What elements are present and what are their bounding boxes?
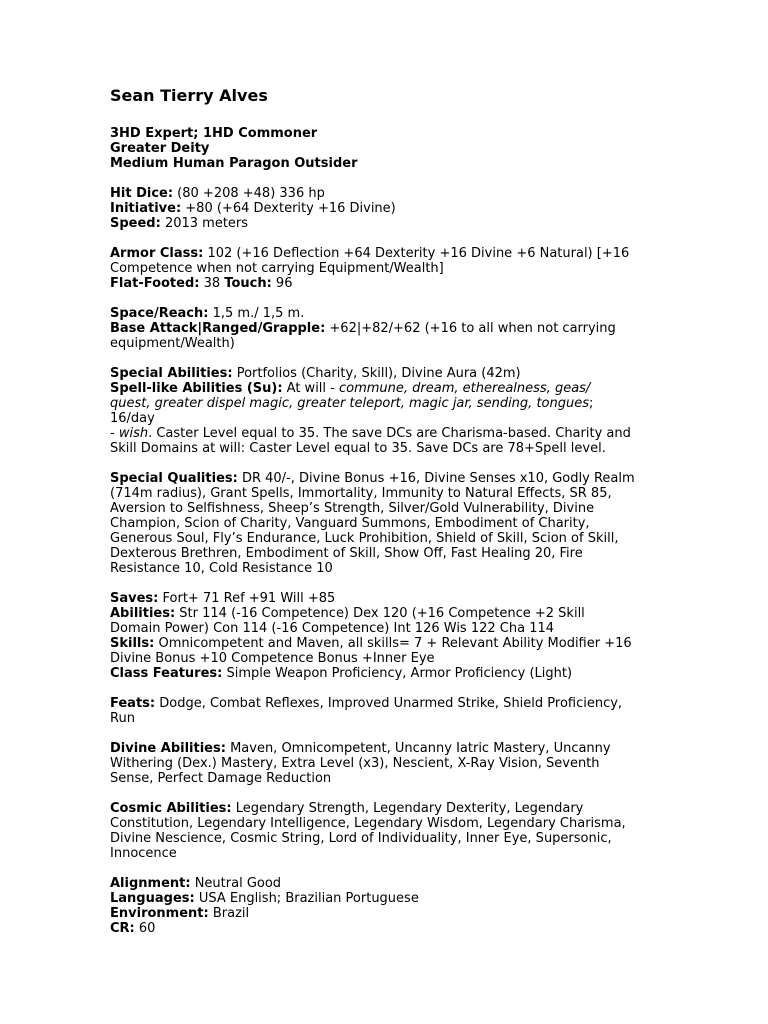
type-line: Medium Human Paragon Outsider <box>110 156 358 171</box>
initiative-row <box>110 201 688 216</box>
space-reach-value: 1,5 m./ 1,5 m. <box>208 306 305 321</box>
spell-like-label: Spell-like Abilities (Su): <box>110 381 283 396</box>
alignment-row <box>110 876 688 891</box>
saves-label: Saves: <box>110 591 159 606</box>
divine-abilities-line-2: Withering (Dex.) Mastery, Extra Level (x3), Nescient, X-Ray Vision, Seventh <box>110 756 600 771</box>
feats-line-2: Run <box>110 711 135 726</box>
cosmic-abilities-line-1: Legendary Strength, Legendary Dexterity, Legendary <box>231 801 584 816</box>
rank-line: Greater Deity <box>110 141 210 156</box>
flat-footed-value: 38 <box>199 276 225 291</box>
alignment-value: Neutral Good <box>190 876 282 891</box>
divine-abilities-row <box>110 741 688 756</box>
spell-wish: wish <box>118 426 149 441</box>
space-reach-label: Space/Reach: <box>110 306 209 321</box>
special-qualities-line-1: DR 40/-, Divine Bonus +16, Divine Senses x10, Godly Realm <box>237 471 635 486</box>
armor-class-value: 102 (+16 Deflection +64 Dexterity +16 Divine +6 Natural) [+16 <box>203 246 630 261</box>
base-attack-continued: equipment/Wealth) <box>110 336 235 351</box>
feats-line-1: Dodge, Combat Reflexes, Improved Unarmed Strike, Shield Proficiency, <box>155 696 623 711</box>
armor-class-row <box>110 246 688 261</box>
cosmic-block <box>110 801 688 861</box>
class-features-value: Simple Weapon Proficiency, Armor Proficiency (Light) <box>222 666 573 681</box>
alignment-label: Alignment: <box>110 876 191 891</box>
special-qualities-line-4: Champion, Scion of Charity, Vanguard Summons, Embodiment of Charity, <box>110 516 590 531</box>
qualities-block <box>110 471 688 576</box>
cosmic-abilities-label: Cosmic Abilities: <box>110 801 232 816</box>
spell-like-row <box>110 381 688 396</box>
spell-list-2-suffix: ; <box>589 396 594 411</box>
feats-block <box>110 696 688 726</box>
reach-block <box>110 306 688 351</box>
spell-list-1: commune, dream, etherealness, geas/ <box>338 381 591 396</box>
cr-label: CR: <box>110 921 135 936</box>
special-qualities-line-3: Aversion to Selfishness, Sheep’s Strength, Silver/Gold Vulnerability, Divine <box>110 501 595 516</box>
spell-line-2 <box>110 396 688 411</box>
environment-label: Environment: <box>110 906 209 921</box>
environment-row <box>110 906 688 921</box>
cr-row <box>110 921 688 936</box>
touch-value: 96 <box>271 276 293 291</box>
divine-abilities-line-3: Sense, Perfect Damage Reduction <box>110 771 332 786</box>
class-features-label: Class Features: <box>110 666 223 681</box>
base-attack-value: +62|+82/+62 (+16 to all when not carrying <box>325 321 616 336</box>
skills-line-1: Omnicompetent and Maven, all skills= 7 + Relevant Ability Modifier +16 <box>154 636 632 651</box>
spell-dash: - <box>110 426 119 441</box>
special-qualities-line-7: Resistance 10, Cold Resistance 10 <box>110 561 333 576</box>
initiative-label: Initiative: <box>110 201 182 216</box>
spell-like-prefix: At will - <box>282 381 339 396</box>
speed-value: 2013 meters <box>160 216 249 231</box>
special-qualities-line-6: Dexterous Brethren, Embodiment of Skill, Show Off, Fast Healing 20, Fire <box>110 546 583 561</box>
cosmic-abilities-line-3: Divine Nescience, Cosmic String, Lord of Individuality, Inner Eye, Supersonic, <box>110 831 612 846</box>
special-qualities-line-2: (714m radius), Grant Spells, Immortality, Immunity to Natural Effects, SR 85, <box>110 486 612 501</box>
languages-label: Languages: <box>110 891 195 906</box>
footer-block <box>110 876 688 936</box>
header-block <box>110 126 688 171</box>
armor-class-continued: Competence when not carrying Equipment/Wealth] <box>110 261 444 276</box>
hit-dice-label: Hit Dice: <box>110 186 174 201</box>
spell-line-4 <box>110 426 688 441</box>
hit-dice-row <box>110 186 688 201</box>
flat-footed-row <box>110 276 688 291</box>
skills-row <box>110 636 688 651</box>
cosmic-abilities-line-4: Innocence <box>110 846 177 861</box>
environment-value: Brazil <box>208 906 250 921</box>
spell-frequency: 16/day <box>110 411 155 426</box>
languages-row <box>110 891 688 906</box>
stats-block <box>110 186 688 231</box>
cosmic-abilities-line-2: Constitution, Legendary Intelligence, Legendary Wisdom, Legendary Charisma, <box>110 816 626 831</box>
divine-abilities-label: Divine Abilities: <box>110 741 226 756</box>
page-title: Sean Tierry Alves <box>110 86 268 105</box>
saves-block <box>110 591 688 681</box>
saves-value: Fort+ 71 Ref +91 Will +85 <box>158 591 336 606</box>
space-reach-row <box>110 306 688 321</box>
cr-value: 60 <box>134 921 156 936</box>
ability-scores-row <box>110 606 688 621</box>
class-features-row <box>110 666 688 681</box>
armor-block <box>110 246 688 291</box>
abilities-block <box>110 366 688 456</box>
base-attack-row <box>110 321 688 336</box>
special-qualities-row <box>110 471 688 486</box>
skills-line-2: Divine Bonus +10 Competence Bonus +Inner Eye <box>110 651 435 666</box>
skills-label: Skills: <box>110 636 155 651</box>
touch-label: Touch: <box>224 276 272 291</box>
special-qualities-label: Special Qualities: <box>110 471 238 486</box>
speed-label: Speed: <box>110 216 161 231</box>
saves-row <box>110 591 688 606</box>
special-abilities-label: Special Abilities: <box>110 366 233 381</box>
special-abilities-row <box>110 366 688 381</box>
hit-dice-value: (80 +208 +48) 336 hp <box>173 186 325 201</box>
spell-list-2: quest, greater dispel magic, greater teleport, magic jar, sending, tongues <box>110 396 589 411</box>
spell-line-4-rest: . Caster Level equal to 35. The save DCs are Charisma-based. Charity and <box>148 426 631 441</box>
ability-scores-line-1: Str 114 (-16 Competence) Dex 120 (+16 Competence +2 Skill <box>175 606 585 621</box>
base-attack-label: Base Attack|Ranged/Grapple: <box>110 321 326 336</box>
cosmic-abilities-row <box>110 801 688 816</box>
speed-row <box>110 216 688 231</box>
ability-scores-line-2: Domain Power) Con 114 (-16 Competence) Int 126 Wis 122 Cha 114 <box>110 621 555 636</box>
feats-row <box>110 696 688 711</box>
divine-abilities-line-1: Maven, Omnicompetent, Uncanny Iatric Mastery, Uncanny <box>225 741 611 756</box>
armor-class-label: Armor Class: <box>110 246 204 261</box>
class-line: 3HD Expert; 1HD Commoner <box>110 126 318 141</box>
flat-footed-label: Flat-Footed: <box>110 276 200 291</box>
initiative-value: +80 (+64 Dexterity +16 Divine) <box>181 201 396 216</box>
special-abilities-value: Portfolios (Charity, Skill), Divine Aura (42m) <box>232 366 521 381</box>
languages-value: USA English; Brazilian Portuguese <box>194 891 419 906</box>
ability-scores-label: Abilities: <box>110 606 176 621</box>
divine-block <box>110 741 688 786</box>
feats-label: Feats: <box>110 696 156 711</box>
special-qualities-line-5: Generous Soul, Fly’s Endurance, Luck Prohibition, Shield of Skill, Scion of Skill, <box>110 531 619 546</box>
spell-line-5: Skill Domains at will: Caster Level equal to 35. Save DCs are 78+Spell level. <box>110 441 606 456</box>
